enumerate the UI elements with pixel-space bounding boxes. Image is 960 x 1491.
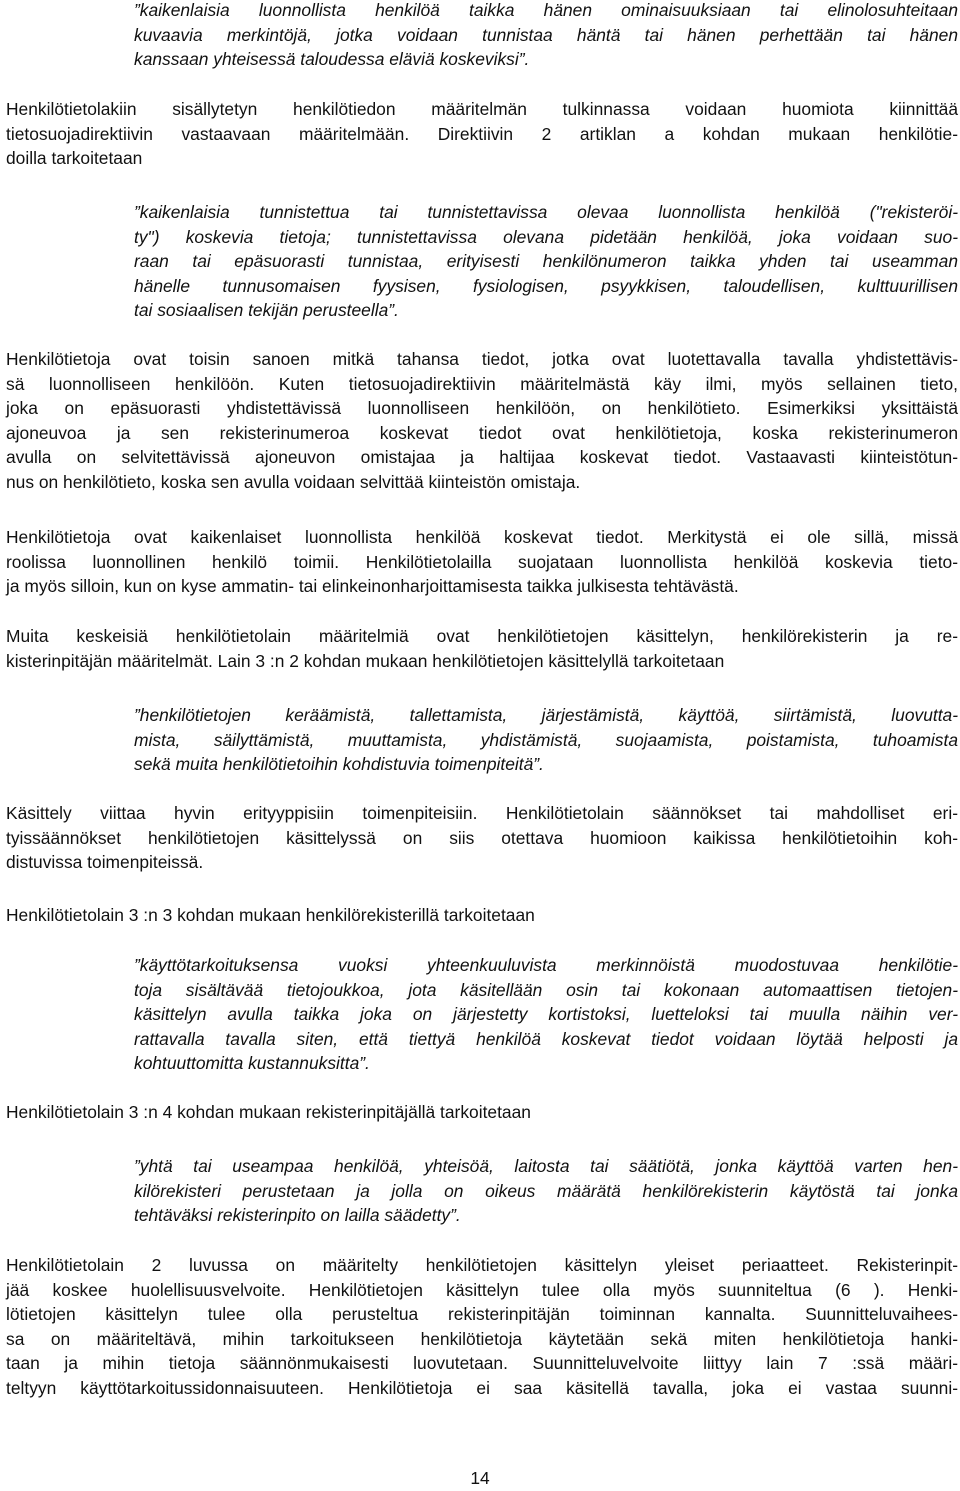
text-line: kisterinpitäjän määritelmät. Lain 3 :n 2 kohdan mukaan henkilötietojen käsittelyllä tarkoitetaan: [6, 650, 725, 671]
body-paragraph-3: [6, 525, 958, 599]
text-line: käsittelyn avulla taikka joka on järjestetty kortistoksi, luetteloksi tai muulla näihin ver-: [134, 1004, 958, 1024]
body-paragraph-8: [6, 1253, 958, 1400]
text-line: raan tai epäsuorasti tunnistaa, erityisesti henkilönumeron taikka yhden tai useamman: [134, 251, 958, 271]
text-line: ”käyttötarkoituksensa vuoksi yhteenkuuluvista merkinnöistä muodostuvaa henkilötie-: [134, 955, 958, 975]
text-line: Käsittely viittaa hyvin erityyppisiin toimenpiteisiin. Henkilötietolain säännökset tai mahdolliset eri-: [6, 803, 958, 823]
text-line: distuvissa toimenpiteissä.: [6, 852, 204, 872]
quote-block-5: [134, 1154, 958, 1228]
text-line: teltyyn käyttötarkoitussidonnaisuuteen. Henkilötietoja ei saa käsitellä tavalla, joka ei vastaa suunni-: [6, 1377, 958, 1398]
text-line: toja sisältävää tietojoukkoa, jota käsitellään osin tai kokonaan automaattisen tietojen-: [134, 979, 958, 1000]
quote-block-2: [134, 200, 958, 323]
text-line: tietosuojadirektiivin vastaavaan määritelmään. Direktiivin 2 artiklan a kohdan mukaan henkilötie-: [6, 123, 958, 144]
text-line: tai sosiaalisen tekijän perusteella”.: [134, 300, 399, 320]
text-line: kohtuuttomitta kustannuksitta”.: [134, 1053, 370, 1073]
text-line: ”kaikenlaisia luonnollista henkilöä taikka hänen ominaisuuksiaan tai elinolosuhteitaan: [134, 0, 958, 20]
text-line: mista, säilyttämistä, muuttamista, yhdistämistä, suojaamista, poistamista, tuhoamista: [134, 729, 958, 750]
text-line: avulla on selvitettävissä ajoneuvon omistajaa ja haltijaa koskevat tiedot. Vastaavasti kiinteistötun-: [6, 447, 958, 467]
body-paragraph-5: [6, 801, 958, 875]
text-line: kanssaan yhteisessä taloudessa eläviä koskeviksi”.: [134, 49, 530, 69]
text-line: tehtäväksi rekisterinpito on lailla säädetty”.: [134, 1205, 461, 1225]
quote-block-1: [134, 0, 958, 72]
body-paragraph-1: [6, 97, 958, 171]
text-line: jää koskee huolellisuusvelvoite. Henkilötietojen käsittelyn tulee olla myös suunniteltua (6 ). Henki-: [6, 1279, 958, 1300]
text-line: ty") koskevia tietoja; tunnistettavissa olevana pidetään henkilöä, joka voidaan suo-: [134, 226, 958, 247]
text-line: Henkilötietoja ovat kaikenlaiset luonnollista henkilöä koskevat tiedot. Merkitystä ei ole sillä, missä: [6, 527, 958, 547]
text-line: sekä muita henkilötietoihin kohdistuvia toimenpiteitä”.: [134, 754, 544, 774]
quote-block-3: [134, 703, 958, 777]
body-paragraph-7: [6, 1100, 958, 1125]
text-line: ajoneuvoa ja sen rekisterinumeroa koskevat tiedot ovat henkilötietoja, koska rekisterinumeron: [6, 422, 958, 443]
text-line: rattavalla tavalla siten, että tiettyä henkilöä koskevat tiedot voidaan löytää helposti ja: [134, 1028, 958, 1049]
text-line: joka on epäsuorasti yhdistettävissä luonnolliseen henkilöön, on henkilötieto. Esimerkiksi yksittäistä: [6, 398, 958, 418]
text-line: tyissäännökset henkilötietojen käsittelyssä on siis otettava huomioon kaikissa henkilötietoihin koh-: [6, 827, 958, 848]
text-line: taan ja mihin tietoja säännönmukaisesti luovutetaan. Suunnitteluvelvoite liittyy lain 7 :ssä määri-: [6, 1353, 958, 1373]
text-line: Henkilötietolain 3 :n 3 kohdan mukaan henkilörekisterillä tarkoitetaan: [6, 905, 535, 925]
text-line: Henkilötietoja ovat toisin sanoen mitkä tahansa tiedot, jotka ovat luotettavalla tavalla yhdistettävis-: [6, 349, 958, 369]
text-line: ”yhtä tai useampaa henkilöä, yhteisöä, laitosta tai säätiötä, jonka käyttöä varten hen-: [134, 1156, 958, 1176]
text-line: roolissa luonnollinen henkilö toimii. Henkilötietolailla suojataan luonnollista henkilöä koskevia tieto-: [6, 551, 958, 572]
text-line: nus on henkilötieto, koska sen avulla voidaan selvittää kiinteistön omistaja.: [6, 471, 581, 492]
text-line: sa on määriteltävä, mihin tarkoitukseen henkilötietoja käytetään sekä miten henkilötietoja hanki-: [6, 1328, 958, 1349]
text-line: sä luonnolliseen henkilöön. Kuten tietosuojadirektiivin määritelmästä käy ilmi, myös sellainen tieto,: [6, 373, 958, 394]
text-line: doilla tarkoitetaan: [6, 148, 143, 168]
text-line: hänelle tunnusomaisen fyysisen, fysiologisen, psyykkisen, taloudellisen, kulttuurillisen: [134, 275, 958, 296]
text-line: ja myös silloin, kun on kyse ammatin- tai elinkeinonharjoittamisesta taikka julkisesta tehtävästä.: [6, 576, 739, 596]
quote-block-4: [134, 953, 958, 1076]
body-paragraph-6: [6, 903, 958, 928]
text-line: ”kaikenlaisia tunnistettua tai tunnistettavissa olevaa luonnollista henkilöä ("rekisteröi-: [134, 202, 958, 222]
text-line: kilörekisteri perustetaan ja jolla on oikeus määrätä henkilörekisterin käytöstä tai jonka: [134, 1180, 958, 1201]
text-line: Henkilötietolakiin sisällytetyn henkilötiedon määritelmän tulkinnassa voidaan huomiota kiinnittää: [6, 99, 958, 119]
text-line: kuvaavia merkintöjä, jotka voidaan tunnistaa häntä tai hänen perhettään tai hänen: [134, 24, 958, 45]
body-paragraph-2: [6, 347, 958, 494]
text-line: Henkilötietolain 2 luvussa on määritelty henkilötietojen käsittelyn yleiset periaatteet. Rekisterinpit-: [6, 1255, 958, 1275]
text-line: lötietojen käsittelyn tulee olla perusteltua rekisterinpitäjän toiminnan kannalta. Suunnitteluvaihees-: [6, 1304, 958, 1324]
text-line: Henkilötietolain 3 :n 4 kohdan mukaan rekisterinpitäjällä tarkoitetaan: [6, 1102, 531, 1122]
page-number: 14: [470, 1468, 490, 1488]
text-line: ”henkilötietojen keräämistä, tallettamista, järjestämistä, käyttöä, siirtämistä, luovutta-: [134, 705, 958, 725]
text-line: Muita keskeisiä henkilötietolain määritelmiä ovat henkilötietojen käsittelyn, henkilörekisterin ja re-: [6, 626, 958, 646]
body-paragraph-4: [6, 624, 958, 673]
